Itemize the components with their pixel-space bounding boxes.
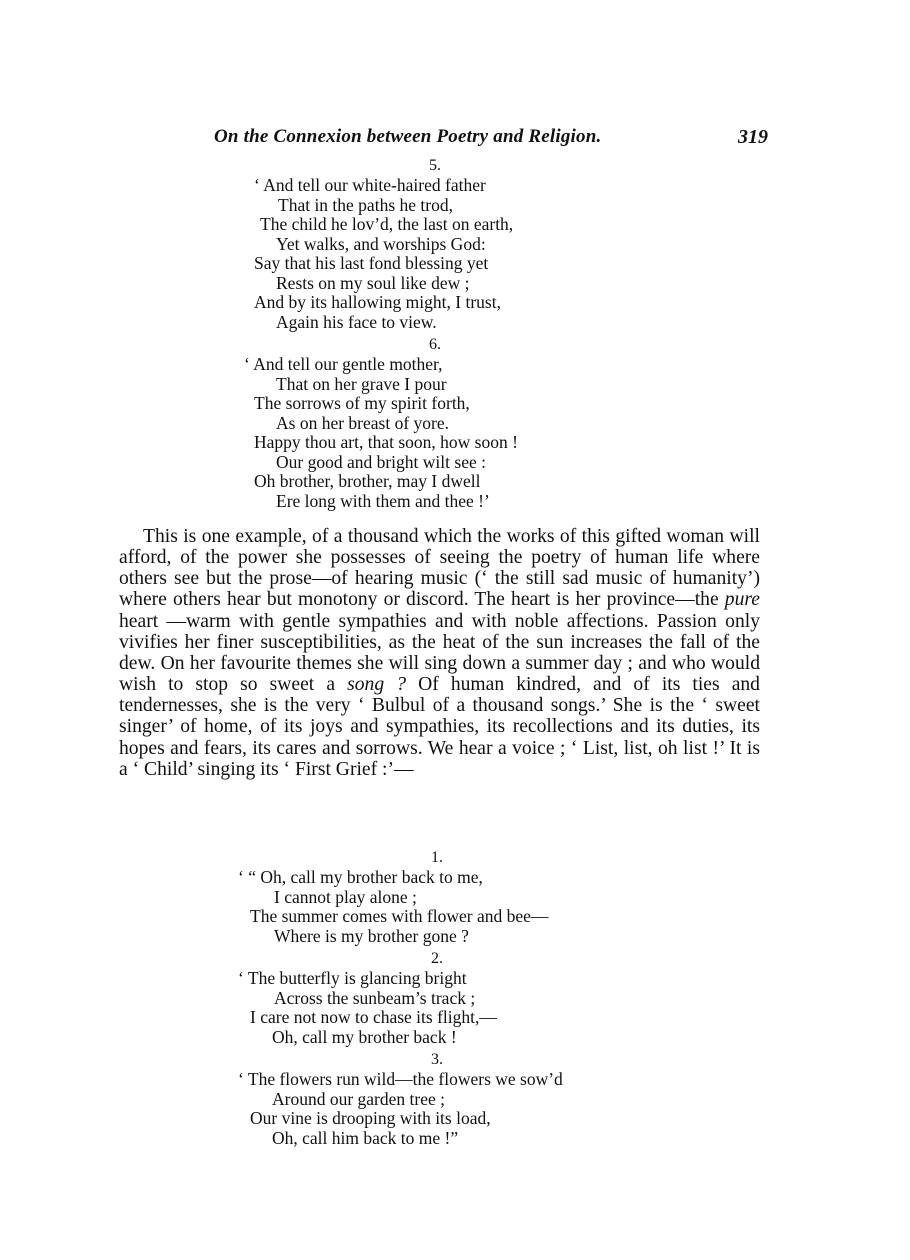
prose-paragraph <box>119 526 760 780</box>
stanza-number: 1. <box>431 849 443 866</box>
stanza <box>244 335 644 511</box>
poem-line: I care not now to chase its flight,— <box>250 1007 497 1027</box>
text-segment: Of human kindred, and of its ties and tendernesses, she is the very ‘ Bulbul of a thousand songs.’ She is the ‘ sweet singer’ of home, of its joys and sympathies, its recollections and its duties, its hopes and fears, its cares and sorrows. We hear a voice ; ‘ List, list, oh list !’ It is a ‘ Child’ singing its ‘ First Grief :’— <box>119 674 760 780</box>
poem-line: Rests on my soul like dew ; <box>276 272 470 293</box>
poem-line: Our vine is drooping with its load, <box>250 1108 491 1128</box>
poem-line: Ere long with them and thee !’ <box>276 490 490 511</box>
poem-line: The summer comes with flower and bee— <box>250 906 549 926</box>
poem-line: The child he lov’d, the last on earth, <box>260 214 514 234</box>
poem-line: Happy thou art, that soon, how soon ! <box>254 432 518 452</box>
text-segment: heart —warm with gentle sympathies and with noble affections. Passion only vivifies her finer susceptibilities, as the heat of the sun increases the fall of the dew. On her favourite themes she will sing down a summer day ; and who would wish to stop so sweet a <box>119 610 760 696</box>
stanza-number: 5. <box>429 157 441 174</box>
poem-line: ‘ The flowers run wild—the flowers we sow’d <box>238 1069 563 1089</box>
stanza <box>238 848 658 946</box>
poem-line: The sorrows of my spirit forth, <box>254 393 470 413</box>
poem-line: Where is my brother gone ? <box>274 925 469 946</box>
poem-line: Say that his last fond blessing yet <box>254 253 489 273</box>
stanza-number: 3. <box>431 1051 443 1068</box>
poem-line: That on her grave I pour <box>276 373 447 394</box>
poem-line: Oh brother, brother, may I dwell <box>254 471 481 491</box>
emphasis-pure: pure <box>724 589 760 611</box>
stanza <box>238 949 658 1047</box>
poem-line: As on her breast of yore. <box>276 412 450 433</box>
poem-line: Yet walks, and worships God: <box>276 233 486 254</box>
poem-line: ‘ And tell our white-haired father <box>254 175 486 195</box>
stanza-number: 2. <box>431 950 443 967</box>
poem-line: ‘ And tell our gentle mother, <box>244 354 443 374</box>
poem-line: Oh, call him back to me !” <box>272 1127 459 1148</box>
stanza <box>238 1050 658 1148</box>
poem-line: I cannot play alone ; <box>274 886 417 907</box>
poem-line: Our good and bright wilt see : <box>276 451 486 472</box>
poem-line: ‘ “ Oh, call my brother back to me, <box>238 867 483 887</box>
running-title: On the Connexion between Poetry and Religion. <box>214 126 602 147</box>
poem-line: And by its hallowing might, I trust, <box>254 292 501 312</box>
poem-excerpt-2 <box>238 848 658 1148</box>
poem-line: Again his face to view. <box>276 311 437 332</box>
poem-excerpt-1 <box>244 156 644 511</box>
poem-line: Around our garden tree ; <box>272 1088 445 1109</box>
stanza-number: 6. <box>429 336 441 353</box>
page-number: 319 <box>738 126 768 148</box>
emphasis-song: song ? <box>347 674 406 696</box>
poem-line: Oh, call my brother back ! <box>272 1026 457 1047</box>
page-header <box>210 126 770 156</box>
stanza <box>244 156 644 332</box>
poem-line: ‘ The butterfly is glancing bright <box>238 968 467 988</box>
text-segment: This is one example, of a thousand which the works of this gifted woman will afford, of the power she possesses of seeing the poetry of human life where others see but the prose—of hearing music (‘ the still sad music of humanity’) where others hear but monotony or discord. The heart is her province—the <box>119 526 760 611</box>
poem-line: Across the sunbeam’s track ; <box>274 987 476 1008</box>
poem-line: That in the paths he trod, <box>278 194 453 215</box>
paragraph-text <box>119 526 760 780</box>
